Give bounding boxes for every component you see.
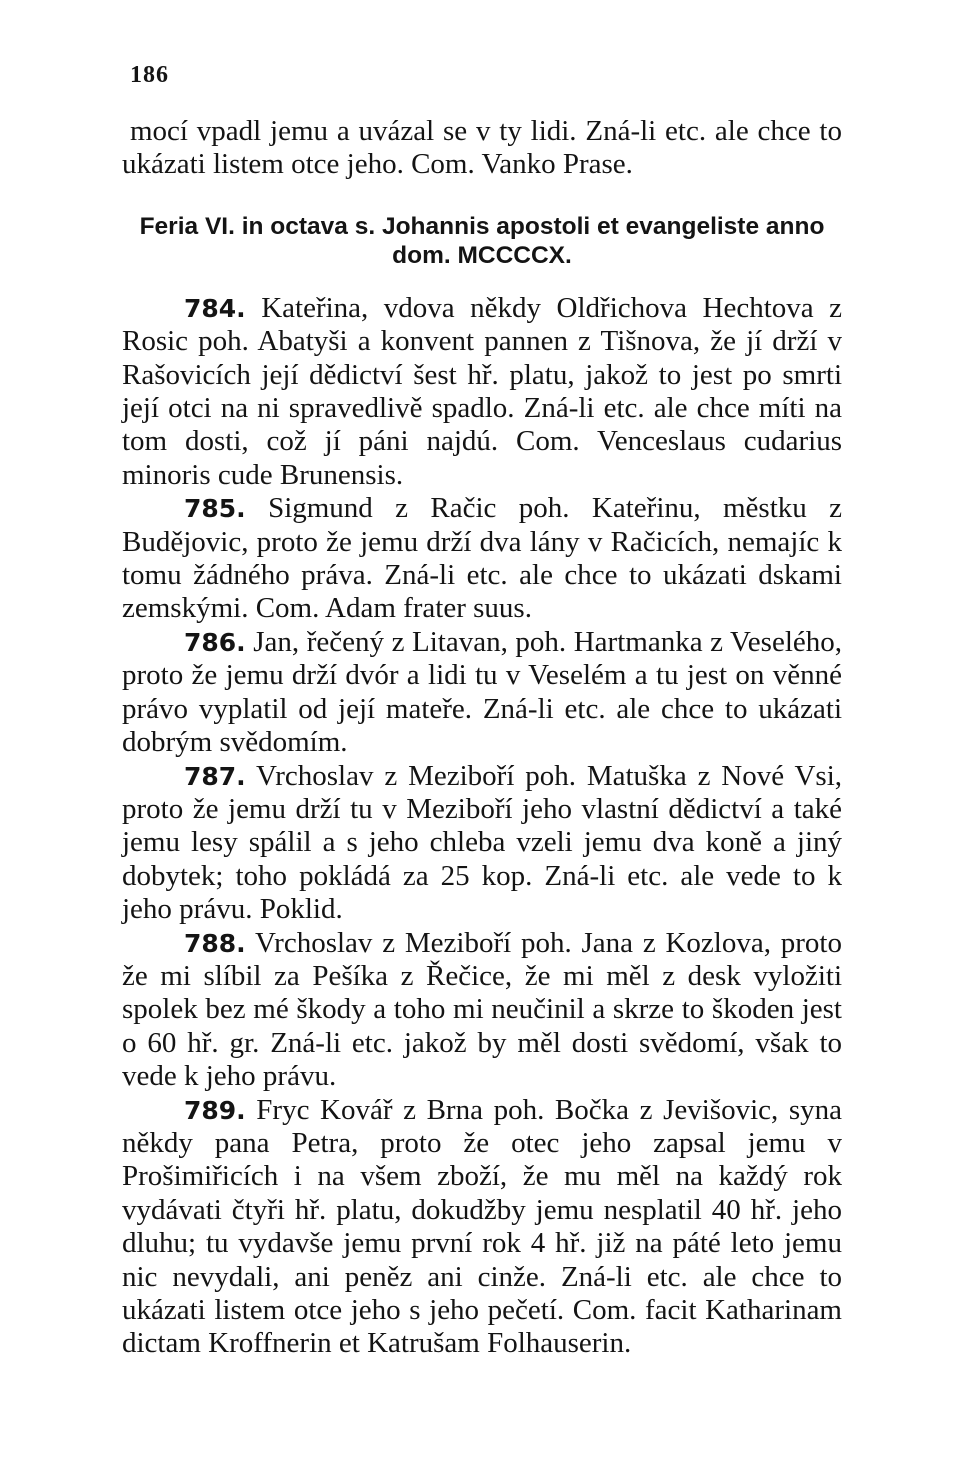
intro-paragraph: mocí vpadl jemu a uvázal se v ty lidi. Zná-li etc. ale chce to ukázati listem otce jeho. Com. Vanko Prase. xyxy=(122,115,842,181)
entry-text: Vrchoslav z Meziboří poh. Matuška z Nové Vsi, proto že jemu drží tu v Meziboří jeho vlastní dědictví a také jemu lesy spálil a s jeho chleba vzeli jemu dva koně a jiný dobytek; toho pokládá za 25 kop. Zná-li etc. ale vede to k jeho právu. Poklid. xyxy=(122,759,842,926)
page-number: 186 xyxy=(130,62,169,88)
entry-text: Vrchoslav z Meziboří poh. Jana z Kozlova, proto že mi slíbil za Pešíka z Řečice, že mi měl z desk vyložiti spolek bez mé škody a toho mi neučinil a skrze to škoden jest o 60 hř. gr. Zná-li etc. jakož by měl dosti svědomí, však to vede k jeho právu. xyxy=(122,926,842,1093)
entry-number: 784. xyxy=(184,293,246,323)
entry-789 xyxy=(122,1094,842,1361)
entry-number: 787. xyxy=(184,761,246,791)
entry-785 xyxy=(122,492,842,626)
entry-text: Fryc Kovář z Brna poh. Bočka z Jevišovic, syna někdy pana Petra, proto že otec jeho zapsal jemu v Prošimiřicích i na všem zboží, že mu měl na každý rok vydávati čtyři hř. platu, dokudžby jemu nesplatil 40 hř. jeho dluhu; tu vydavše jemu první rok 4 hř. již na páté leto jemu nic nevydali, ani peněz ani cinže. Zná-li etc. ale chce to ukázati listem otce jeho s jeho pečetí. Com. facit Katharinam dictam Kroffnerin et Katrušam Folhauserin. xyxy=(122,1093,843,1360)
entry-788 xyxy=(122,927,842,1094)
entry-number: 788. xyxy=(184,928,246,958)
entry-text: Sigmund z Račic poh. Kateřinu, městku z Budějovic, proto že jemu drží dva lány v Račicích, nemajíc k tomu žádného práva. Zná-li etc. ale chce to ukázati dskami zemskými. Com. Adam frater suus. xyxy=(122,492,843,625)
entry-text: Kateřina, vdova někdy Oldřichova Hechtova z Rosic poh. Abatyši a konvent pannen z Tišnova, že jí drží v Rašovicích její dědictví šest hř. platu, jakož to jest po smrti její otci na ni spravedlivě spadlo. Zná-li etc. ale chce míti na tom dosti, což jí páni najdú. Com. Venceslaus cudarius minoris cude Brunensis. xyxy=(122,291,842,491)
entry-786 xyxy=(122,626,842,760)
entry-number: 789. xyxy=(184,1095,246,1125)
entry-number: 785. xyxy=(184,494,246,524)
section-heading: Feria VI. in octava s. Johannis apostoli et evangeliste anno dom. MCCCCX. xyxy=(139,212,825,269)
entry-787 xyxy=(122,760,842,927)
entry-784 xyxy=(122,292,842,492)
entry-text: Jan, řečený z Litavan, poh. Hartmanka z Veselého, proto že jemu drží dvór a lidi tu v Veselém a tu jest on věnné právo vyplatil od její mateře. Zná-li etc. ale chce to ukázati dobrým svědomím. xyxy=(122,625,842,759)
document-page xyxy=(122,62,842,1361)
entry-number: 786. xyxy=(184,627,246,657)
